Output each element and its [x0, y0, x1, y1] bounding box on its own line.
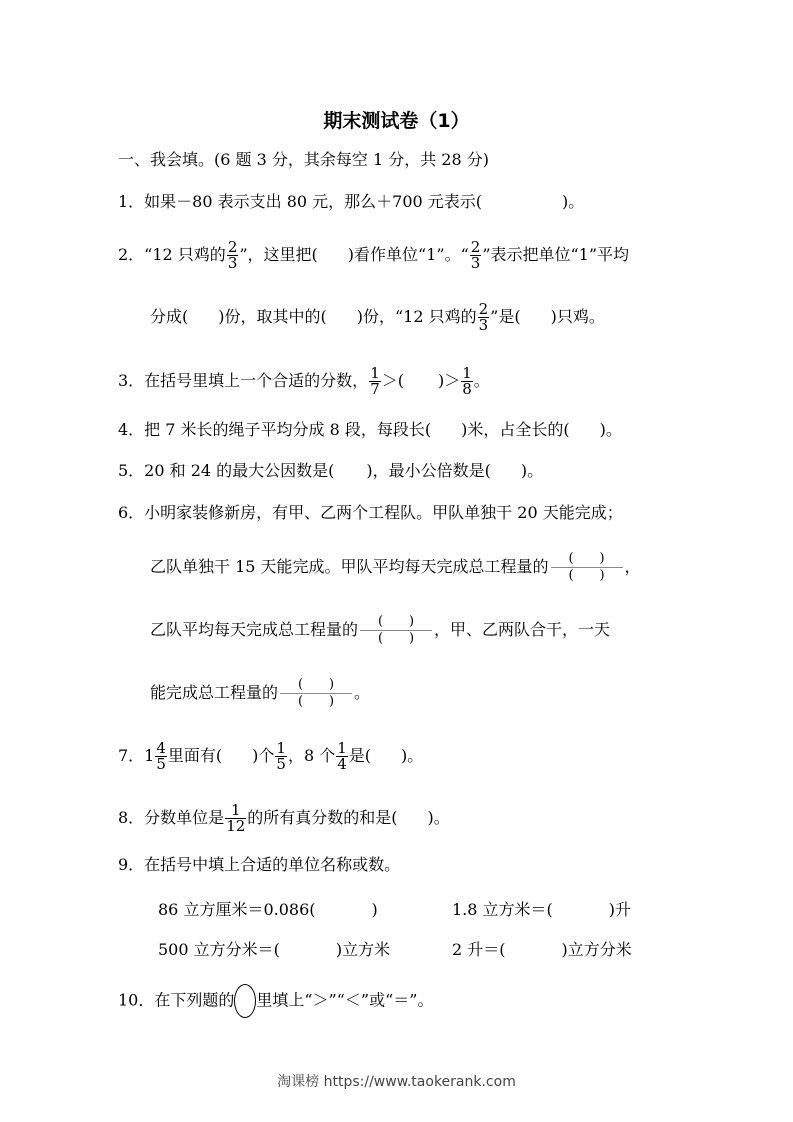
q7-text-a: 7．1	[118, 746, 155, 765]
question-1	[118, 192, 584, 212]
q2-text-a: 2．“12 只鸡的	[118, 245, 226, 264]
denominator: 5	[156, 755, 166, 773]
question-3	[118, 366, 490, 397]
question-2-line-2	[150, 302, 605, 333]
numerator: 1	[370, 364, 380, 382]
comparison-circle-icon	[234, 984, 256, 1018]
denominator-blank[interactable]: ( )	[297, 694, 335, 709]
q9-item-1-end: )	[371, 900, 378, 919]
q7-text-c: )个	[252, 746, 275, 765]
blank-fraction[interactable]	[360, 614, 432, 647]
q2-text-c: )看作单位“1”。“	[347, 245, 469, 264]
question-6-line-2	[150, 551, 641, 584]
q3-text-a: 3．在括号里填上一个合适的分数，	[118, 371, 369, 390]
q8-text-c: )。	[427, 808, 450, 827]
question-6-line-1: 6．小明家装修新房，有甲、乙两个工程队。甲队单独干 20 天能完成；	[118, 503, 623, 522]
footer-watermark: 淘课榜 https://www.taokerank.com	[277, 1074, 516, 1090]
q5-text: 5．20 和 24 的最大公因数是(	[118, 461, 335, 480]
q9-item-4	[452, 940, 632, 960]
fraction	[470, 240, 482, 271]
fraction	[227, 240, 239, 271]
question-9-title: 9．在括号中填上合适的单位名称或数。	[118, 855, 401, 874]
q9-item-2	[452, 900, 631, 920]
numerator: 2	[470, 238, 481, 256]
q9-item-4-end: )立方分米	[561, 940, 632, 959]
q7-text-f: )。	[401, 746, 424, 765]
q9-item-3-text: 500 立方分米＝(	[158, 940, 280, 959]
question-4	[118, 420, 622, 440]
denominator: 3	[227, 254, 238, 272]
q2-text-d: ”表示把单位“1”平均	[482, 245, 630, 264]
denominator: 8	[462, 380, 472, 398]
q3-text-c: )＞	[437, 371, 461, 390]
q2-text-f: )份，取其中的(	[218, 307, 327, 326]
numerator: 1	[276, 739, 286, 757]
question-10	[118, 984, 433, 1018]
q3-text-d: 。	[473, 371, 490, 390]
q4-text: 4．把 7 米长的绳子平均分成 8 段，每段长(	[118, 420, 432, 439]
blank-fraction[interactable]	[551, 551, 623, 584]
fraction	[369, 366, 381, 397]
q1-text: 1．如果－80 表示支出 80 元，那么＋700 元表示(	[118, 192, 483, 211]
q2-text-g: )份，“12 只鸡的	[356, 307, 477, 326]
numerator: 1	[462, 364, 472, 382]
q7-text-d: ，8 个	[287, 746, 336, 765]
q9-item-3	[158, 940, 390, 960]
q4-mid: )米，占全长的(	[461, 420, 570, 439]
q9-item-3-end: )立方米	[335, 940, 391, 959]
q5-mid: )，最小公倍数是(	[366, 461, 491, 480]
q10-text-b: 里填上“＞”“＜”或“＝”。	[256, 990, 434, 1010]
q7-text-b: 里面有(	[167, 746, 223, 765]
question-6-line-3	[150, 614, 610, 647]
numerator: 2	[478, 300, 489, 318]
q7-text-e: 是(	[348, 746, 372, 765]
denominator: 12	[226, 817, 246, 835]
q2-text-e: 分成(	[150, 307, 189, 326]
fraction	[225, 803, 246, 834]
denominator-blank[interactable]: ( )	[568, 568, 605, 583]
q9-item-1	[158, 900, 378, 920]
q9-item-4-text: 2 升＝(	[452, 940, 506, 959]
q2-text-h: ”是(	[490, 307, 521, 326]
page-title: 期末测试卷（1）	[323, 110, 470, 132]
numerator: 2	[227, 238, 238, 256]
fraction	[478, 302, 490, 333]
question-8	[118, 803, 450, 834]
fraction	[336, 741, 348, 772]
fraction	[155, 741, 167, 772]
question-5	[118, 461, 543, 481]
q2-text-i: )只鸡。	[550, 307, 605, 326]
q10-text-a: 10．在下列题的	[118, 990, 235, 1010]
q6-text: 乙队单独干 15 天能完成。甲队平均每天完成总工程量的	[150, 557, 549, 576]
blank-fraction[interactable]	[280, 677, 352, 710]
q2-text-b: ”，这里把(	[239, 245, 318, 264]
denominator-blank[interactable]: ( )	[377, 631, 415, 646]
numerator-blank[interactable]: ( )	[377, 614, 415, 629]
numerator: 4	[156, 739, 166, 757]
q6-text-end: ，甲、乙两队合干，一天	[434, 620, 611, 639]
denominator: 5	[276, 755, 286, 773]
q3-text-b: ＞(	[381, 371, 404, 390]
q4-end: )。	[599, 420, 622, 439]
q8-text-b: 的所有真分数的和是(	[247, 808, 398, 827]
fraction	[275, 741, 287, 772]
q5-end: )。	[520, 461, 544, 480]
question-2-line-1	[118, 240, 629, 271]
q9-item-2-text: 1.8 立方米＝(	[452, 900, 553, 919]
denominator: 7	[370, 380, 380, 398]
question-7	[118, 741, 423, 772]
q6-text: 能完成总工程量的	[150, 683, 279, 702]
q8-text-a: 8．分数单位是	[118, 808, 225, 827]
q6-text: 乙队平均每天完成总工程量的	[150, 620, 359, 639]
q9-item-2-end: )升	[608, 900, 632, 919]
denominator: 3	[478, 316, 489, 334]
section-heading: 一、我会填。(6 题 3 分，其余每空 1 分，共 28 分)	[118, 150, 489, 169]
numerator-blank[interactable]: ( )	[568, 551, 605, 566]
denominator: 3	[470, 254, 481, 272]
q6-punct: ，	[624, 557, 641, 576]
question-6-line-4	[150, 677, 370, 710]
q1-end: )。	[562, 192, 585, 211]
numerator: 1	[337, 739, 347, 757]
q9-item-1-text: 86 立方厘米＝0.086(	[158, 900, 316, 919]
fraction	[461, 366, 473, 397]
q6-punct: 。	[354, 683, 371, 702]
denominator: 4	[337, 755, 347, 773]
numerator: 1	[225, 803, 246, 819]
numerator-blank[interactable]: ( )	[297, 677, 335, 692]
